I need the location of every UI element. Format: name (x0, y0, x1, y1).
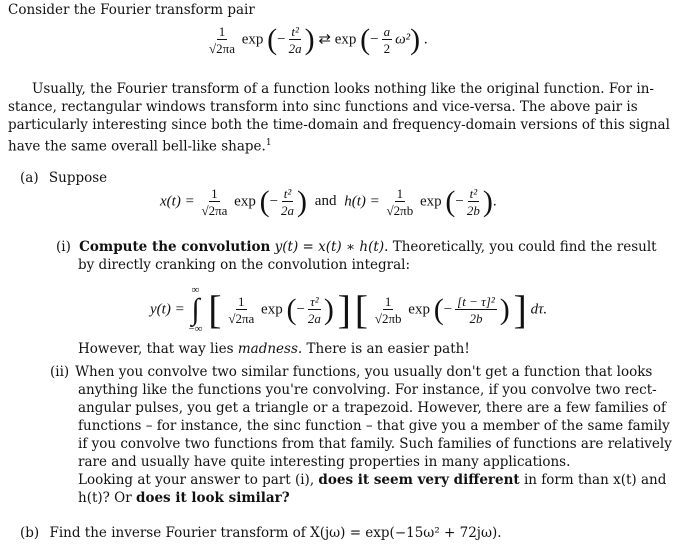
pair-lhs-fraction: $\frac{1}{√2\pi a}$ (209, 24, 235, 56)
convolution-integral: y(t) = ∞ ∫ −∞ [ $\frac{1}{√2\pi a}$ exp (− $\frac{\text{τ²}}{2a}$ ) ] [ $\frac{1}{√2\pi b}$ exp (− $\frac{\text{[t − τ]²}}{2b}$ ) ] dτ. (150, 284, 548, 335)
footnote-mark: 1 (265, 138, 272, 148)
part-a-equation: x(t) = $\frac{1}{√2\pi a}$ exp (− $\frac{\text{t²}}{2a}$ ) and h(t) = $\frac{1}{√2\pi b}$ exp (− $\frac{\text{t²}}{2b}$ ). (160, 185, 497, 218)
part-b: (b) Find the inverse Fourier transform of X(jω) = exp(−15ω² + 72jω). (20, 525, 502, 541)
intro-text: Consider the Fourier transform pair (8, 2, 255, 18)
intro-paragraph: Usually, the Fourier transform of a function looks nothing like the original function. For in- stance, rectangular windows transform into sinc functions and vice-versa. The above pair is particularly interesting since both the time-domain and frequency-domain versions of this signal have the same overall bell-like shape.$^1$ (8, 81, 670, 155)
fourier-pair-equation: $\frac{1}{√2\pi a}$ exp (− $\frac{\text{t²}}{2a}$ ) ⇄ exp (− $\frac{a}{2}$ ω²) . (209, 23, 428, 56)
part-a-label: (a) Suppose (20, 170, 108, 186)
transform-arrow: ⇄ (318, 31, 331, 48)
part-ii-text: (ii) When you convolve two similar functions, you usually don't get a function that looks anything like the functions you're convolving. For instance, if you convolve two rect- angular pulses, you get a triangle or a trapezoid. However, there are a few families of functions – for instance, the sinc function – that give you a member of the same family if you convolve two functions from that family. Such families of functions are relatively rare and usually have quite interesting properties in many applications. Looking at your answer to part (i), does it seem very different in form than x(t) and h(t)? Or does it look similar? (50, 364, 672, 506)
part-i-text: (i) Compute the convolution y(t) = x(t) ∗ h(t). Theoretically, you could find the result by directly cranking on the convolution integral: (56, 239, 657, 273)
integral-sign: ∞ ∫ −∞ (188, 284, 203, 335)
part-i-after: However, that way lies madness. There is an easier path! (78, 341, 470, 357)
